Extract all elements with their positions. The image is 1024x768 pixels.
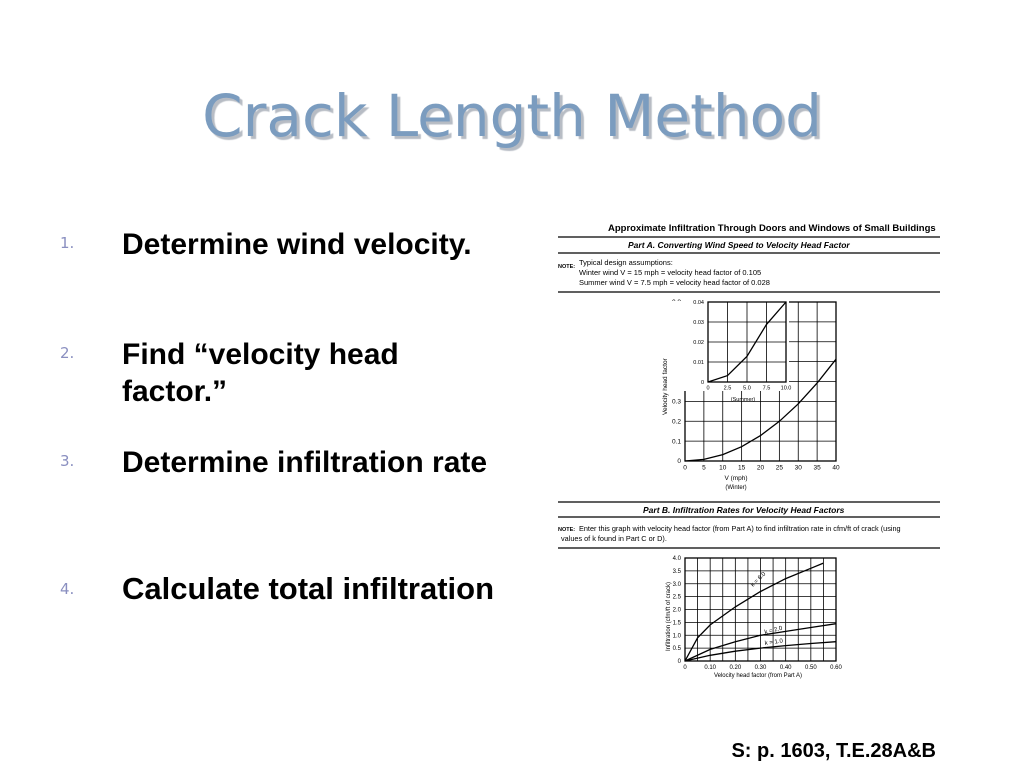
- x-tick-label: 20: [756, 464, 765, 472]
- x-tick-label: 0.50: [804, 665, 817, 671]
- note-a-line-3: Summer wind V = 7.5 mph = velocity head factor of 0.028: [579, 278, 770, 287]
- x-tick-label: 0.30: [754, 665, 767, 671]
- note-b-label: NOTE:: [558, 527, 576, 533]
- inset-backing: [671, 301, 789, 391]
- step-4: [60, 570, 500, 607]
- series-label: k = 6.0: [750, 571, 768, 589]
- y-tick-label: 3.0: [672, 581, 681, 588]
- y-tick-label: 3.5: [672, 568, 681, 575]
- x-tick-label: 10.0: [780, 385, 792, 392]
- note-b-line-2: values of k found in Part C or D).: [561, 534, 667, 543]
- series-label: k = 2.0: [764, 625, 784, 636]
- step-2-text: Find “velocity head factor.”: [122, 338, 399, 408]
- y-tick-label: 2.0: [672, 607, 681, 614]
- y-tick-label: 0.5: [672, 646, 681, 653]
- chart-a-xlabel-sub: (Winter): [725, 485, 747, 491]
- x-tick-label: 0.40: [779, 665, 792, 671]
- step-1: [60, 226, 500, 263]
- step-3-text: Determine infiltration rate: [122, 446, 488, 479]
- x-tick-label: 10: [719, 464, 727, 472]
- y-tick-label: 0: [700, 379, 704, 386]
- y-tick-label: 0: [677, 659, 681, 665]
- chart-b-ylabel: Infiltration (cfm/ft of crack): [666, 581, 672, 651]
- y-tick-label: 1.5: [672, 620, 681, 627]
- x-tick-label: 35: [813, 464, 821, 472]
- chart-part-b: [673, 556, 843, 671]
- part-a-title: Part A. Converting Wind Speed to Velocity Head Factor: [628, 240, 850, 250]
- step-1-text: Determine wind velocity.: [122, 228, 472, 261]
- x-tick-label: 40: [832, 464, 840, 472]
- y-tick-label: 0.3: [671, 398, 681, 406]
- y-tick-label: 0: [677, 458, 681, 466]
- step-2: [60, 336, 500, 410]
- note-a-label: NOTE:: [558, 264, 576, 270]
- y-tick-label: 0.1: [671, 438, 681, 446]
- y-tick-label: 0.04: [693, 299, 704, 306]
- note-b-line-1: Enter this graph with velocity head factor (from Part A) to find infiltration rate in cfm/ft of crack (using: [579, 524, 901, 533]
- chart-a-ylabel: Velocity head factor: [662, 358, 669, 415]
- y-tick-label: 0.02: [693, 339, 704, 346]
- y-tick-label: 0.2: [671, 418, 681, 426]
- infiltration-figure-scan: [553, 215, 943, 685]
- step-4-number: 4.: [60, 580, 75, 598]
- x-tick-label: 0.10: [704, 665, 717, 671]
- chart-part-a-inset: [671, 300, 791, 392]
- x-tick-label: 0: [683, 665, 687, 671]
- y-tick-label: 4.0: [672, 556, 681, 562]
- note-a-line-2: Winter wind V = 15 mph = velocity head factor of 0.105: [579, 268, 762, 277]
- part-b-title: Part B. Infiltration Rates for Velocity Head Factors: [643, 505, 845, 515]
- chart-b-xlabel: Velocity head factor (from Part A): [713, 673, 803, 679]
- x-tick-label: 0.60: [830, 665, 842, 671]
- x-tick-label: 7.5: [762, 385, 771, 392]
- series-label: k = 1.0: [764, 638, 784, 647]
- step-1-number: 1.: [60, 234, 75, 252]
- note-a-line-1: Typical design assumptions:: [579, 258, 673, 267]
- x-tick-label: 0: [683, 464, 687, 472]
- y-tick-label: 0.01: [693, 359, 704, 366]
- y-tick-label: 1.0: [672, 633, 681, 640]
- x-tick-label: 25: [775, 464, 783, 472]
- x-tick-label: 15: [738, 464, 746, 472]
- x-tick-label: 0: [706, 385, 710, 392]
- x-tick-label: 2.5: [723, 385, 732, 392]
- chart-inset-xlabel: (Summer): [730, 397, 756, 403]
- slide-title: Crack Length Method: [202, 82, 822, 150]
- step-3: [60, 444, 500, 481]
- step-3-number: 3.: [60, 452, 75, 470]
- step-4-text: Calculate total infiltration: [122, 571, 495, 606]
- x-tick-label: 5: [702, 464, 706, 472]
- x-tick-label: 30: [794, 464, 802, 472]
- figure-header: Approximate Infiltration Through Doors and Windows of Small Buildings: [608, 223, 936, 234]
- x-tick-label: 5.0: [743, 385, 751, 392]
- series-line: [685, 563, 823, 661]
- y-tick-label: 2.5: [672, 594, 681, 601]
- source-reference: S: p. 1603, T.E.28A&B: [731, 740, 936, 762]
- step-2-number: 2.: [60, 344, 75, 362]
- x-tick-label: 0.20: [729, 665, 742, 671]
- chart-a-xlabel: V (mph): [724, 475, 748, 482]
- y-tick-label: 0.03: [693, 319, 704, 326]
